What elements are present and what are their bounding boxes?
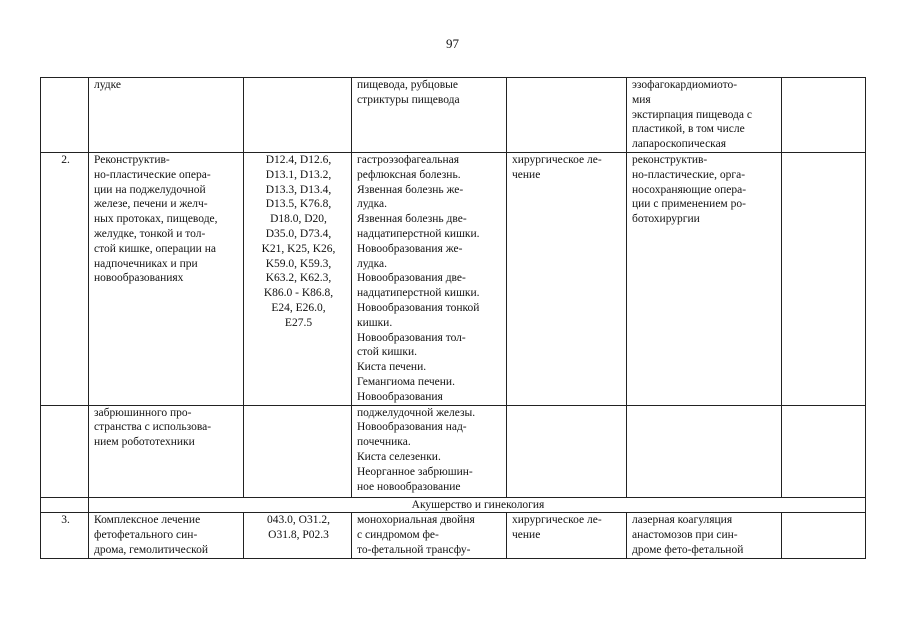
patient-model-cell: монохориальная двойня с синдромом фе- то-фетальной трансфу- bbox=[352, 513, 507, 558]
icd-codes-cell bbox=[244, 405, 352, 497]
extra-cell bbox=[782, 405, 866, 497]
treatment-method-cell: лазерная коагуляция анастомозов при син- дроме фето-фетальной bbox=[627, 513, 782, 558]
treatment-type-cell bbox=[507, 405, 627, 497]
row-number-cell: 2. bbox=[41, 152, 89, 405]
page-number: 97 bbox=[446, 36, 459, 51]
section-title: Акушерство и гинекология bbox=[89, 497, 866, 513]
patient-model-cell: пищевода, рубцовые стриктуры пищевода bbox=[352, 78, 507, 153]
table-row bbox=[41, 78, 866, 153]
icd-codes-cell bbox=[244, 78, 352, 153]
row-number-cell bbox=[41, 78, 89, 153]
care-type-cell: Реконструктив- но-пластические опера- ции на поджелудочной железе, печени и желч- ных протоках, пищеводе, желудке, тонкой и тол- стой кишке, операции на надпочечниках и при новообразованиях bbox=[89, 152, 244, 405]
care-type-cell: лудке bbox=[89, 78, 244, 153]
treatment-type-cell: хирургическое ле- чение bbox=[507, 513, 627, 558]
section-row bbox=[41, 497, 866, 513]
table-row bbox=[41, 152, 866, 405]
care-type-cell: Комплексное лечение фетофетального син- дрома, гемолитической bbox=[89, 513, 244, 558]
icd-codes-cell: 043.0, O31.2, O31.8, P02.3 bbox=[244, 513, 352, 558]
treatment-method-cell: реконструктив- но-пластические, орга- носохраняющие опера- ции с применением ро- ботохирургии bbox=[627, 152, 782, 405]
row-number-cell: 3. bbox=[41, 513, 89, 558]
treatment-method-cell bbox=[627, 405, 782, 497]
medical-care-table bbox=[40, 77, 866, 559]
extra-cell bbox=[782, 152, 866, 405]
patient-model-cell: поджелудочной железы. Новообразования над- почечника. Киста селезенки. Неорганное забрюшин- ное новообразование bbox=[352, 405, 507, 497]
table-row bbox=[41, 405, 866, 497]
care-type-cell: забрюшинного про- странства с использова- нием робототехники bbox=[89, 405, 244, 497]
patient-model-cell: гастроэзофагеальная рефлюксная болезнь. Язвенная болезнь же- лудка. Язвенная болезнь две- надцатиперстной кишки. Новообразования же- лудка. Новообразования две- надцатиперстной кишки. Новообразования тонкой кишки. Новообразования тол- стой кишки. Киста печени. Гемангиома печени. Новообразования bbox=[352, 152, 507, 405]
treatment-type-cell bbox=[507, 78, 627, 153]
treatment-type-cell: хирургическое ле- чение bbox=[507, 152, 627, 405]
icd-codes-cell: D12.4, D12.6, D13.1, D13.2, D13.3, D13.4, D13.5, K76.8, D18.0, D20, D35.0, D73.4, K21, K25, K26, K59.0, K59.3, K63.2, K62.3, K86.0 - K86.8, E24, E26.0, E27.5 bbox=[244, 152, 352, 405]
section-number-cell bbox=[41, 497, 89, 513]
row-number-cell bbox=[41, 405, 89, 497]
table-row bbox=[41, 513, 866, 558]
treatment-method-cell: эзофагокардиомиото- мия экстирпация пищевода с пластикой, в том числе лапароскопическая bbox=[627, 78, 782, 153]
extra-cell bbox=[782, 513, 866, 558]
extra-cell bbox=[782, 78, 866, 153]
